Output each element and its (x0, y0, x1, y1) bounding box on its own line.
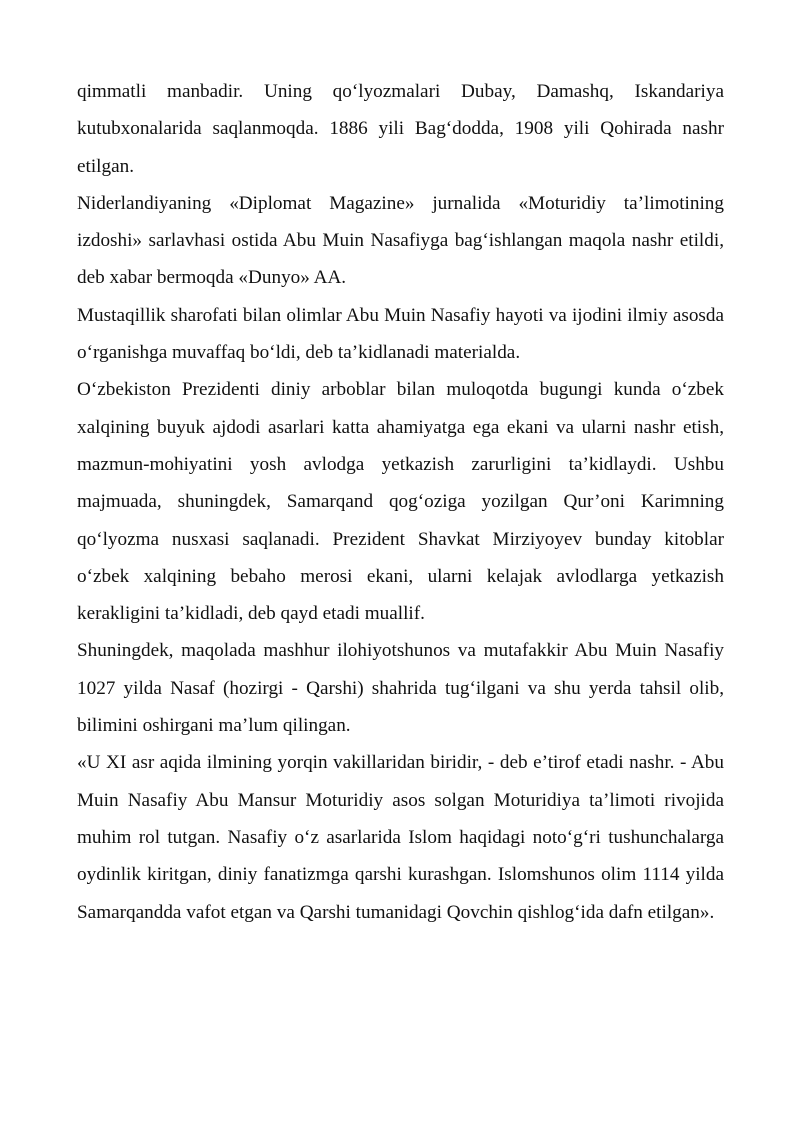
paragraph-president: O‘zbekiston Prezidenti diniy arboblar bilan muloqotda bugungi kunda o‘zbek xalqining buyuk ajdodi asarlari katta ahamiyatga ega ekani va ularni nashr etish, mazmun-mohiyatini yosh avlodga yetkazish zarurligini ta’kidlaydi. Ushbu majmuada, shuningdek, Samarqand qog‘oziga yozilgan Qur’oni Karimning qo‘lyozma nusxasi saqlanadi. Prezident Shavkat Mirziyoyev bunday kitoblar o‘zbek xalqining bebaho merosi ekani, ularni kelajak avlodlarga yetkazish kerakligini ta’kidladi, deb qayd etadi muallif. (77, 379, 724, 625)
paragraph-manuscripts: qimmatli manbadir. Uning qo‘lyozmalari Dubay, Damashq, Iskandariya kutubxonalarida saqlanmoqda. 1886 yili Bag‘dodda, 1908 yili Qohirada nashr etilgan. (77, 81, 724, 177)
paragraph-biography: Shuningdek, maqolada mashhur ilohiyotshunos va mutafakkir Abu Muin Nasafiy 1027 yilda Nasaf (hozirgi - Qarshi) shahrida tug‘ilgani va shu yerda tahsil olib, bilimini oshirgani ma’lum qilingan. (77, 640, 724, 737)
paragraph-diplomat-magazine: Niderlandiyaning «Diplomat Magazine» jurnalida «Moturidiy ta’limotining izdoshi» sarlavhasi ostida Abu Muin Nasafiyga bag‘ishlangan maqola nashr etildi, deb xabar bermoqda «Dunyo» AA. (77, 192, 724, 289)
paragraph-independence: Mustaqillik sharofati bilan olimlar Abu Muin Nasafiy hayoti va ijodini ilmiy asosda o‘rganishga muvaffaq bo‘ldi, deb ta’kidlanadi materialda. (77, 304, 724, 364)
paragraph-quote: «U XI asr aqida ilmining yorqin vakillaridan biridir, - deb e’tirof etadi nashr. - Abu Muin Nasafiy Abu Mansur Moturidiy asos solgan Moturidiya ta’limoti rivojida muhim rol tutgan. Nasafiy o‘z asarlarida Islom haqidagi noto‘g‘ri tushunchalarga oydinlik kiritgan, diniy fanatizmga qarshi kurashgan. Islomshunos olim 1114 yilda Samarqandda vafot etgan va Qarshi tumanidagi Qovchin qishlog‘ida dafn etilgan». (77, 752, 724, 923)
document-page (77, 73, 724, 931)
